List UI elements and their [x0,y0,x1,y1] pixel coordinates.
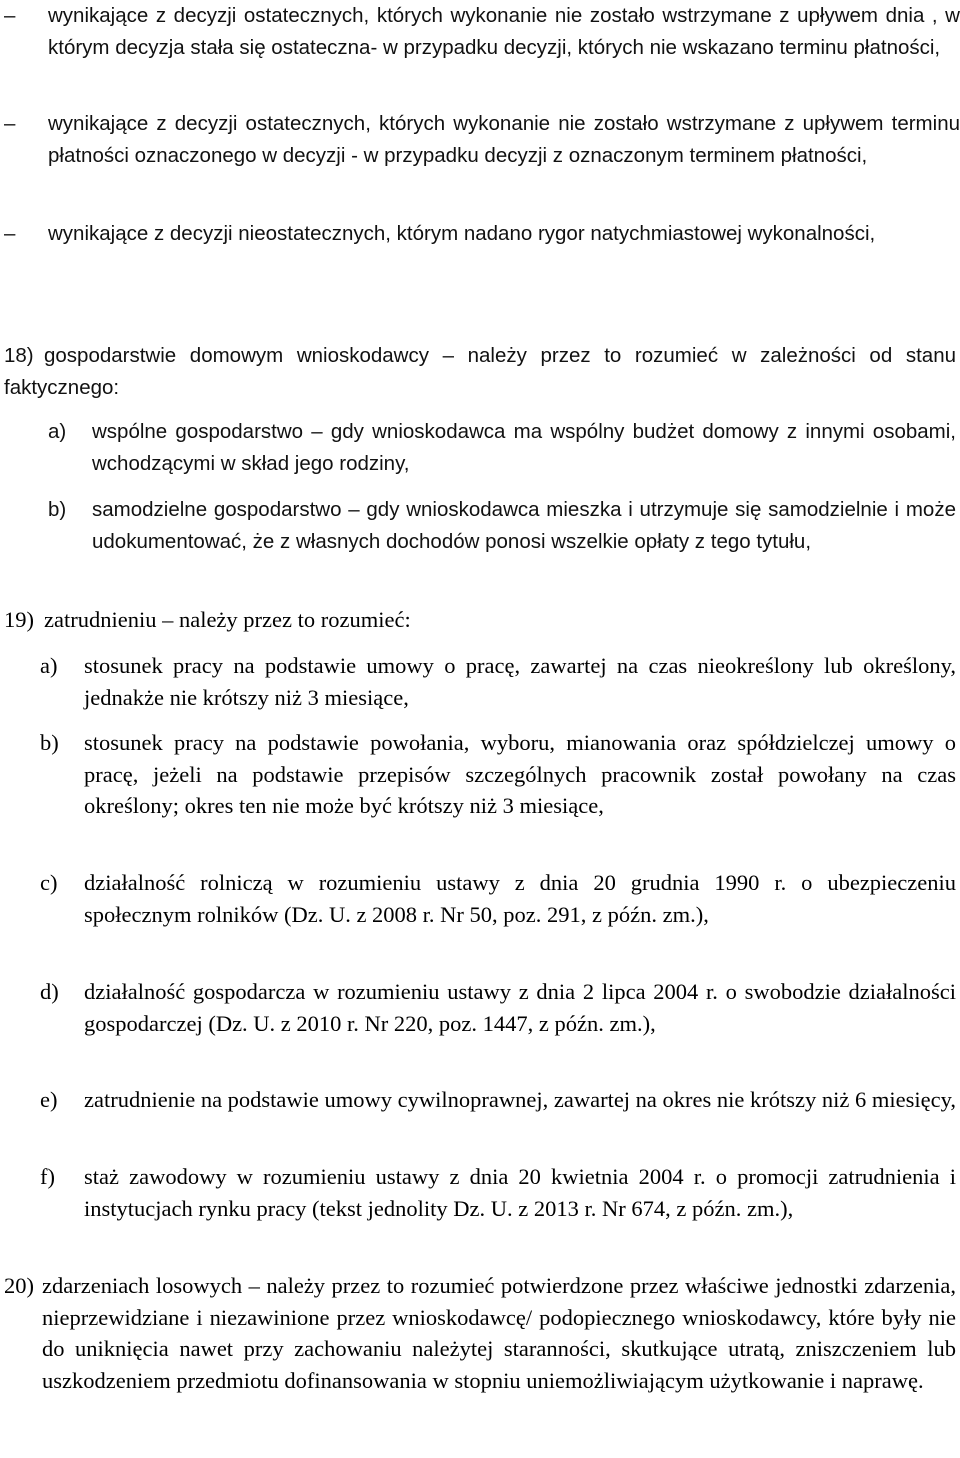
sub-item-marker: d) [40,979,59,1004]
definition-text: zatrudnieniu – należy przez to rozumieć: [44,607,411,632]
sub-item-19d [40,976,956,1039]
dash-marker: – [4,4,16,27]
sub-item-marker: b) [40,730,59,755]
definition-text: zdarzeniach losowych – należy przez to rozumieć potwierdzone przez właściwe jednostki zdarzenia, nieprzewidziane i niezawinione przez wnioskodawcę/ podopiecznego wnioskodawcy, które były nie do uniknięcia nawet przy zachowaniu należytej staranności, skutkujące utratą, zniszczeniem lub uszkodzeniem przedmiotu dofinansowania w stopniu uniemożliwiającym użytkowanie i naprawę. [42,1273,956,1393]
sub-item-text: stosunek pracy na podstawie powołania, wyboru, mianowania oraz spółdzielczej umowy o pracę, jeżeli na podstawie przepisów szczególnych pracownik został powołany na czas określony; okres ten nie może być krótszy niż 3 miesiące, [84,730,956,818]
sub-item-18b [48,494,956,558]
definition-item-19 [4,604,956,636]
dash-item-text: wynikające z decyzji nieostatecznych, którym nadano rygor natychmiastowej wykonalności, [48,222,876,245]
definition-item-18 [4,340,956,404]
sub-item-19b [40,727,956,822]
sub-item-text: wspólne gospodarstwo – gdy wnioskodawca ma wspólny budżet domowy z innymi osobami, wchodzącymi w skład jego rodziny, [92,420,956,475]
dash-item-text: wynikające z decyzji ostatecznych, których wykonanie nie zostało wstrzymane z upływem terminu płatności oznaczonego w decyzji - w przypadku decyzji z oznaczonym terminem płatności, [48,112,960,167]
sub-item-19e [40,1084,956,1116]
definition-text: gospodarstwie domowym wnioskodawcy – należy przez to rozumieć w zależności od stanu faktycznego: [4,344,956,399]
sub-item-text: działalność gospodarcza w rozumieniu ustawy z dnia 2 lipca 2004 r. o swobodzie działalności gospodarczej (Dz. U. z 2010 r. Nr 220, poz. 1447, z późn. zm.), [84,979,956,1036]
sub-item-marker: a) [48,420,67,443]
dash-item-3 [4,218,956,250]
sub-item-text: stosunek pracy na podstawie umowy o pracę, zawartej na czas nieokreślony lub określony, jednakże nie krótszy niż 3 miesiące, [84,653,956,710]
dash-item-1 [4,0,960,64]
dash-item-text: wynikające z decyzji ostatecznych, których wykonanie nie zostało wstrzymane z upływem dnia , w którym decyzja stała się ostateczna- w przypadku decyzji, których nie wskazano terminu płatności, [48,4,960,59]
item-number: 20) [4,1273,34,1298]
sub-item-marker: e) [40,1087,58,1112]
definition-item-20 [4,1270,956,1396]
sub-item-marker: a) [40,653,58,678]
dash-marker: – [4,112,16,135]
sub-item-marker: b) [48,498,67,521]
sub-item-marker: c) [40,870,58,895]
dash-marker: – [4,222,16,245]
item-number: 19) [4,607,34,632]
sub-item-18a [48,416,956,480]
dash-item-2 [4,108,960,172]
sub-item-text: samodzielne gospodarstwo – gdy wnioskodawca mieszka i utrzymuje się samodzielnie i może udokumentować, że z własnych dochodów ponosi wszelkie opłaty z tego tytułu, [92,498,956,553]
sub-item-marker: f) [40,1164,55,1189]
sub-item-19c [40,867,956,930]
sub-item-text: staż zawodowy w rozumieniu ustawy z dnia 20 kwietnia 2004 r. o promocji zatrudnienia i instytucjach rynku pracy (tekst jednolity Dz. U. z 2013 r. Nr 674, z późn. zm.), [84,1164,956,1221]
sub-item-19f [40,1161,956,1224]
sub-item-text: zatrudnienie na podstawie umowy cywilnoprawnej, zawartej na okres nie krótszy niż 6 miesięcy, [84,1087,956,1112]
sub-item-text: działalność rolniczą w rozumieniu ustawy z dnia 20 grudnia 1990 r. o ubezpieczeniu społecznym rolników (Dz. U. z 2008 r. Nr 50, poz. 291, z późn. zm.), [84,870,956,927]
sub-item-19a [40,650,956,713]
item-number: 18) [4,344,34,367]
